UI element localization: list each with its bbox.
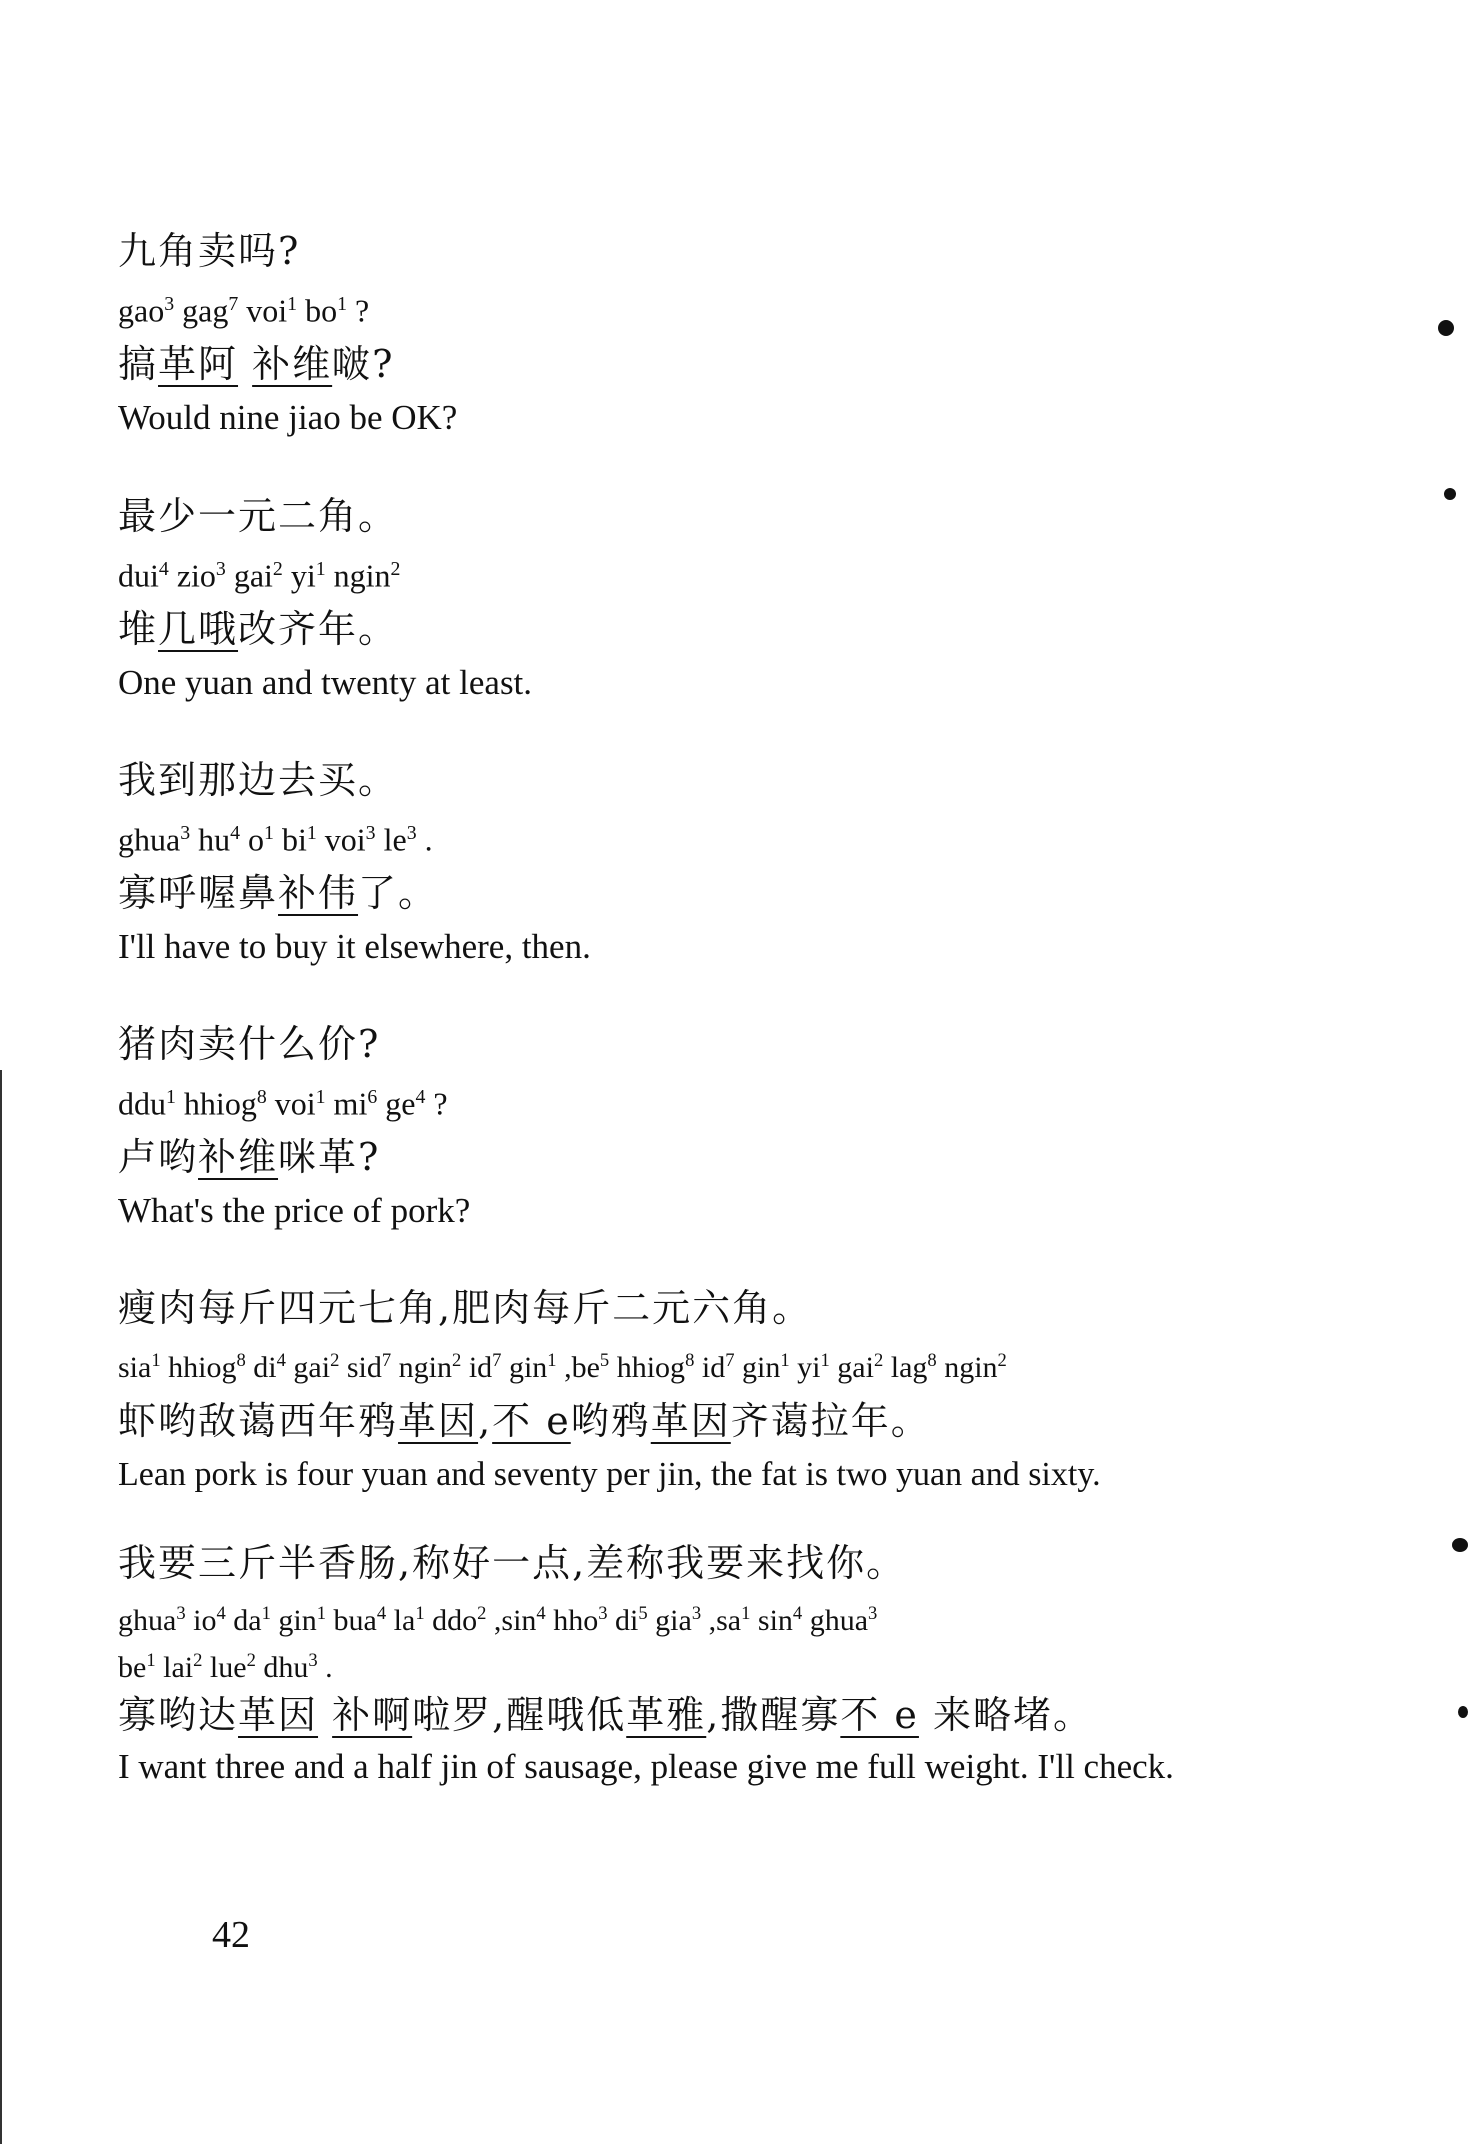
pinyin-syllable: voi [246,292,288,329]
transcription-text [238,342,252,386]
tone-number: 7 [492,1350,502,1371]
underlined-syllable-group: 补维 [252,341,333,386]
pinyin-syllable: ngin [398,1351,453,1384]
underlined-syllable-group: 几哦 [158,606,239,651]
transcription-text: 卢哟 [118,1134,199,1179]
pinyin-syllable: hhiog [183,1085,257,1122]
pinyin-syllable: gao [118,292,165,329]
transcription-text: 咪革? [278,1134,381,1179]
tone-number: 1 [316,1603,327,1624]
tone-number: 1 [151,1350,161,1371]
pinyin-line [118,1594,1358,1641]
pinyin-syllable: ddo [432,1604,478,1637]
pinyin-syllable: o [248,821,265,858]
pinyin-syllable: bi [281,821,307,858]
scan-speck [1452,1538,1468,1552]
tone-number: 2 [477,1603,487,1624]
tone-number: 2 [193,1650,203,1671]
pinyin-syllable: da [233,1604,262,1637]
tone-number: 2 [452,1350,462,1371]
scan-speck [1438,320,1454,336]
tone-number: 2 [246,1650,256,1671]
tone-number: 4 [792,1603,803,1624]
pinyin-syllable: lag [890,1351,928,1384]
tone-number: 1 [780,1350,790,1371]
transcription-text: 虾哟敌 [118,1399,239,1443]
transcription-text: 改齐年。 [238,606,399,651]
tone-number: 8 [927,1350,937,1371]
pinyin-line: gao$^3$ gag$^7$ voi$^1$ $bo^1$ ? [118,292,370,329]
tone-number: 1 [315,1086,326,1108]
pinyin-syllable: id [701,1351,726,1384]
tone-number: 4 [158,558,169,580]
transcription-text: 来略堵。 [918,1693,1094,1737]
tone-number: 7 [381,1350,392,1371]
pinyin-syllable: voi [324,821,366,858]
pinyin-syllable: ghua [118,1604,177,1637]
tone-number: 3 [215,558,226,580]
phrase-entry-3 [118,753,1358,974]
tone-number: 3 [164,293,175,315]
tone-number: 3 [868,1603,878,1624]
pinyin-syllable: hu [198,821,231,858]
pinyin-syllable: gin [278,1604,317,1637]
phonetic-transcription [118,866,1358,920]
underlined-syllable-group: 革因 [238,1693,319,1737]
pinyin-syllable: le [383,821,407,858]
transcription-text: 齐蔼拉年。 [730,1399,931,1443]
tone-number: 4 [376,1603,387,1624]
transcription-text: 啵? [332,341,395,386]
pinyin-syllable: bo [305,292,338,329]
chinese-sentence: 我到那边去买。 [118,758,399,802]
pinyin-syllable: sia [118,1351,152,1384]
chinese-sentence: 我要三斤半香肠,称好一点,差称我要来找你。 [118,1541,907,1585]
pinyin-syllable: sid [346,1351,382,1384]
tone-number: 7 [725,1350,735,1371]
tone-number: 2 [390,558,401,580]
tone-number: 1 [306,822,317,844]
pinyin-syllable: hho [553,1604,599,1637]
chinese-sentence: 九角卖吗? [118,229,301,273]
pinyin-syllable: be [118,1651,147,1684]
underlined-syllable-group: 不 e [840,1693,919,1737]
pinyin-syllable: gin [508,1351,548,1384]
tone-number: 1 [261,1603,271,1624]
tone-number: 4 [230,822,241,844]
pinyin-syllable: yi [290,557,316,594]
phrase-entry-2 [118,489,1358,710]
english-translation: Would nine jiao be OK? [118,397,458,437]
tone-number: 3 [598,1603,608,1624]
phonetic-transcription [118,337,1358,391]
pinyin-syllable: lue [209,1651,247,1684]
transcription-text: 哟鸦 [570,1399,651,1443]
pinyin-syllable: ngin [944,1351,998,1384]
english-translation: One yuan and twenty at least. [118,662,533,702]
transcription-text: 西年鸦 [278,1399,399,1443]
pinyin-line: ddu$^1$ hhiog$^8$ voi$^1$ $mi^6$ $ge^4$ ? [118,1085,448,1122]
pinyin-syllable: ghua [809,1604,869,1637]
underlined-syllable-group: 补伟 [278,870,359,915]
tone-number: 1 [415,1603,425,1624]
tone-number: 1 [287,293,298,315]
tone-number: 8 [685,1350,695,1371]
pinyin-syllable: io [193,1604,217,1637]
underlined-syllable-group: 革因 [650,1399,731,1443]
tone-number: 1 [820,1350,830,1371]
transcription-text: 了。 [358,870,439,915]
tone-number: 2 [272,558,283,580]
phrase-entry-5 [118,1281,1358,1502]
pinyin-syllable: hhiog [168,1351,237,1384]
pinyin-syllable: bua [333,1604,377,1637]
underlined-syllable-group: 革因 [398,1399,479,1443]
tone-number: 2 [997,1350,1007,1371]
pinyin-syllable: mi [333,1085,368,1122]
underlined-syllable-group: 革阿 [158,341,239,386]
pinyin-syllable: ghua [118,821,181,858]
pinyin-syllable: di [253,1351,277,1384]
pinyin-syllable: dui [118,557,159,594]
pinyin-syllable: hhiog [616,1351,686,1384]
phrase-entry-6 [118,1536,1358,1792]
transcription-text: 寡哟达 [118,1693,239,1737]
phonetic-transcription [118,1688,1358,1742]
tone-number: 5 [638,1603,648,1624]
pinyin-syllable: gin [742,1351,781,1384]
pinyin-syllable: di [615,1604,639,1637]
pinyin-syllable: ngin [333,557,391,594]
tone-number: 1 [741,1603,751,1624]
pinyin-syllable: gai [837,1351,874,1384]
phrase-entry-4 [118,1017,1358,1238]
tone-number: 4 [216,1603,226,1624]
pinyin-syllable: sin [757,1604,793,1637]
phonetic-transcription [118,602,1358,656]
pinyin-syllable: la [393,1604,416,1637]
tone-number: 7 [228,293,239,315]
english-translation: I'll have to buy it elsewhere, then. [118,926,591,966]
english-translation: Lean pork is four yuan and seventy per jin, the fat is two yuan and sixty. [118,1456,1101,1493]
tone-number: 5 [599,1350,610,1371]
pinyin-syllable: ,sa [708,1604,742,1637]
pinyin-syllable: ge [385,1085,416,1122]
transcription-text: 啦罗,醒哦低 [412,1693,627,1737]
tone-number: 3 [180,822,191,844]
underlined-syllable-group: 补啊 [332,1693,413,1737]
transcription-text: 寡呼喔鼻 [118,870,279,915]
tone-number: 4 [536,1603,546,1624]
tone-number: 3 [406,822,417,844]
underlined-syllable-group: 补维 [198,1134,279,1179]
tone-number: 4 [415,1086,426,1108]
tone-number: 1 [166,1086,176,1108]
pinyin-syllable: zio [176,557,216,594]
pinyin-syllable: gai [293,1351,331,1384]
pinyin-syllable: gia [655,1604,692,1637]
pinyin-line: ghua$^3$ $hu^4$ $o^1$ $bi^1$ voi$^3$ $le^3$ . [118,821,433,858]
pinyin-syllable: gai [233,557,273,594]
chinese-sentence: 瘦肉每斤四元七角,肥肉每斤二元六角。 [118,1286,813,1330]
tone-number: 8 [236,1350,246,1371]
tone-number: 8 [256,1086,267,1108]
pinyin-syllable: yi [797,1351,821,1384]
scan-speck [1444,488,1456,500]
tone-number: 1 [315,558,326,580]
tone-number: 3 [176,1603,186,1624]
english-translation: What's the price of pork? [118,1190,471,1230]
tone-number: 1 [146,1650,156,1671]
scan-speck [1458,1706,1468,1718]
tone-number: 1 [264,822,274,844]
english-translation: I want three and a half jin of sausage, please give me full weight. I'll check. [118,1747,1174,1786]
phonetic-transcription [118,1394,1358,1448]
tone-number: 4 [276,1350,286,1371]
tone-number: 3 [691,1603,702,1624]
phonetic-transcription [118,1130,1358,1184]
transcription-text: , [478,1399,493,1443]
pinyin-syllable: ddu [118,1085,166,1122]
pinyin-line [118,543,1358,602]
page-number: 42 [212,1914,250,1956]
tone-number: 2 [330,1350,340,1371]
underlined-syllable-group: 革雅 [626,1693,707,1737]
pinyin-syllable: gag [182,292,229,329]
chinese-sentence: 猪肉卖什么价? [118,1022,381,1066]
tone-number: 1 [337,293,347,315]
underlined-syllable-group: 不 e [492,1399,571,1443]
tone-number: 2 [873,1350,884,1371]
transcription-text: 堆 [118,606,159,651]
transcription-text: ,撒醒寡 [706,1693,841,1737]
transcription-text: 蔼 [238,1399,279,1443]
pinyin-line [118,1335,1358,1394]
pinyin-syllable: voi [274,1085,316,1122]
tone-number: 1 [547,1350,557,1371]
pinyin-syllable: lai [163,1651,194,1684]
phrase-entry-1 [118,224,1358,445]
page-edge-line [0,1070,2,2144]
pinyin-syllable: ,be [564,1351,600,1384]
tone-number: 6 [367,1086,378,1108]
transcription-text [318,1693,332,1737]
pinyin-line-continued: $be^1$ lai$^2$ lue$^2$ dhu$^3$ . [118,1650,333,1684]
pinyin-syllable: ,sin [493,1604,537,1637]
transcription-text: 搞 [118,341,159,386]
chinese-sentence: 最少一元二角。 [118,494,399,538]
tone-number: 3 [308,1650,318,1671]
pinyin-syllable: dhu [263,1651,309,1684]
pinyin-syllable: id [468,1351,493,1384]
tone-number: 3 [365,822,376,844]
